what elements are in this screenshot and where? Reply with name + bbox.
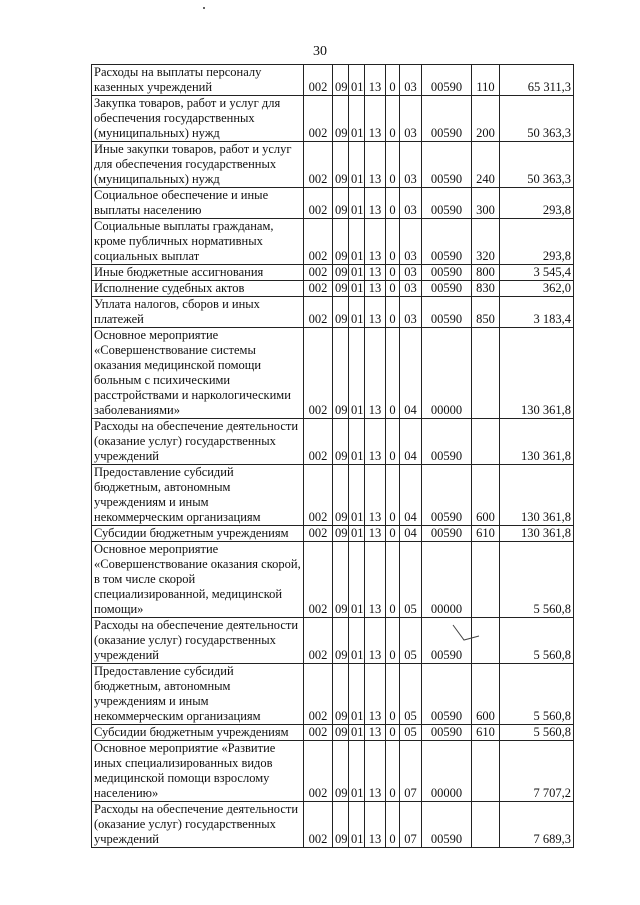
amount: 362,0: [500, 281, 574, 297]
ministry-code: 002: [304, 297, 333, 328]
expense-type-code: 110: [472, 65, 500, 96]
row-name: Основное мероприятие «Совершенствование оказания скорой, в том числе скорой специализированной, медицинской помощи»: [92, 542, 304, 618]
program-code: 13: [365, 297, 386, 328]
subsection-code: 01: [349, 265, 365, 281]
section-code: 09: [333, 419, 349, 465]
section-code: 09: [333, 142, 349, 188]
program-code: 13: [365, 618, 386, 664]
direction-code: 00590: [422, 526, 472, 542]
event-code: 04: [400, 419, 422, 465]
row-name: Расходы на обеспечение деятельности (оказание услуг) государственных учреждений: [92, 802, 304, 848]
subprogram-code: 0: [386, 618, 400, 664]
table-row: [92, 142, 574, 188]
subsection-code: 01: [349, 188, 365, 219]
amount: 5 560,8: [500, 618, 574, 664]
event-code: 07: [400, 741, 422, 802]
table-row: [92, 297, 574, 328]
amount: 5 560,8: [500, 725, 574, 741]
amount: 293,8: [500, 219, 574, 265]
subprogram-code: 0: [386, 142, 400, 188]
ministry-code: 002: [304, 265, 333, 281]
amount: 5 560,8: [500, 542, 574, 618]
amount: 50 363,3: [500, 142, 574, 188]
amount: 3 183,4: [500, 297, 574, 328]
ministry-code: 002: [304, 65, 333, 96]
subprogram-code: 0: [386, 419, 400, 465]
subsection-code: 01: [349, 281, 365, 297]
ministry-code: 002: [304, 142, 333, 188]
subprogram-code: 0: [386, 219, 400, 265]
amount: 3 545,4: [500, 265, 574, 281]
direction-code: 00590: [422, 664, 472, 725]
amount: 50 363,3: [500, 96, 574, 142]
row-name: Закупка товаров, работ и услуг для обеспечения государственных (муниципальных) нужд: [92, 96, 304, 142]
subprogram-code: 0: [386, 297, 400, 328]
amount: 130 361,8: [500, 419, 574, 465]
direction-code: 00590: [422, 281, 472, 297]
subsection-code: 01: [349, 542, 365, 618]
expense-type-code: 850: [472, 297, 500, 328]
table-row: [92, 328, 574, 419]
direction-code: 00000: [422, 741, 472, 802]
ministry-code: 002: [304, 664, 333, 725]
table-row: [92, 725, 574, 741]
program-code: 13: [365, 725, 386, 741]
subprogram-code: 0: [386, 664, 400, 725]
expense-type-code: 800: [472, 265, 500, 281]
subprogram-code: 0: [386, 65, 400, 96]
expense-type-code: [472, 618, 500, 664]
table-row: [92, 219, 574, 265]
subprogram-code: 0: [386, 802, 400, 848]
subsection-code: 01: [349, 65, 365, 96]
amount: 293,8: [500, 188, 574, 219]
direction-code: 00590: [422, 188, 472, 219]
event-code: 03: [400, 142, 422, 188]
section-code: 09: [333, 526, 349, 542]
section-code: 09: [333, 219, 349, 265]
event-code: 03: [400, 65, 422, 96]
event-code: 04: [400, 526, 422, 542]
ministry-code: 002: [304, 328, 333, 419]
amount: 130 361,8: [500, 328, 574, 419]
row-name: Социальное обеспечение и иные выплаты населению: [92, 188, 304, 219]
section-code: 09: [333, 297, 349, 328]
expense-type-code: 200: [472, 96, 500, 142]
program-code: 13: [365, 188, 386, 219]
ministry-code: 002: [304, 465, 333, 526]
subsection-code: 01: [349, 142, 365, 188]
direction-code: 00000: [422, 542, 472, 618]
amount: 5 560,8: [500, 664, 574, 725]
event-code: 03: [400, 188, 422, 219]
program-code: 13: [365, 219, 386, 265]
subprogram-code: 0: [386, 96, 400, 142]
subsection-code: 01: [349, 297, 365, 328]
section-code: 09: [333, 542, 349, 618]
ministry-code: 002: [304, 725, 333, 741]
table-row: [92, 542, 574, 618]
subsection-code: 01: [349, 526, 365, 542]
subsection-code: 01: [349, 465, 365, 526]
row-name: Субсидии бюджетным учреждениям: [92, 725, 304, 741]
direction-code: 00590: [422, 465, 472, 526]
subprogram-code: 0: [386, 542, 400, 618]
subsection-code: 01: [349, 741, 365, 802]
program-code: 13: [365, 741, 386, 802]
direction-code: 00000: [422, 328, 472, 419]
section-code: 09: [333, 664, 349, 725]
event-code: 05: [400, 542, 422, 618]
section-code: 09: [333, 465, 349, 526]
section-code: 09: [333, 328, 349, 419]
table-row: [92, 802, 574, 848]
event-code: 03: [400, 219, 422, 265]
amount: 65 311,3: [500, 65, 574, 96]
subsection-code: 01: [349, 96, 365, 142]
row-name: Иные бюджетные ассигнования: [92, 265, 304, 281]
subsection-code: 01: [349, 664, 365, 725]
subsection-code: 01: [349, 219, 365, 265]
program-code: 13: [365, 142, 386, 188]
direction-code: 00590: [422, 142, 472, 188]
row-name: Основное мероприятие «Развитие иных специализированных видов медицинской помощи взрослому населению»: [92, 741, 304, 802]
section-code: 09: [333, 618, 349, 664]
expense-type-code: 830: [472, 281, 500, 297]
direction-code: 00590: [422, 618, 472, 664]
expense-type-code: 600: [472, 465, 500, 526]
program-code: 13: [365, 96, 386, 142]
section-code: 09: [333, 802, 349, 848]
subprogram-code: 0: [386, 741, 400, 802]
program-code: 13: [365, 526, 386, 542]
event-code: 03: [400, 281, 422, 297]
table-row: [92, 465, 574, 526]
subprogram-code: 0: [386, 188, 400, 219]
expense-type-code: 610: [472, 526, 500, 542]
amount: 130 361,8: [500, 465, 574, 526]
table-row: [92, 419, 574, 465]
table-row: [92, 281, 574, 297]
direction-code: 00590: [422, 65, 472, 96]
event-code: 05: [400, 664, 422, 725]
row-name: Субсидии бюджетным учреждениям: [92, 526, 304, 542]
section-code: 09: [333, 725, 349, 741]
direction-code: 00590: [422, 219, 472, 265]
program-code: 13: [365, 265, 386, 281]
row-name: Расходы на выплаты персоналу казенных учреждений: [92, 65, 304, 96]
subprogram-code: 0: [386, 526, 400, 542]
section-code: 09: [333, 96, 349, 142]
row-name: Уплата налогов, сборов и иных платежей: [92, 297, 304, 328]
subprogram-code: 0: [386, 328, 400, 419]
row-name: Исполнение судебных актов: [92, 281, 304, 297]
budget-table: [91, 64, 574, 848]
expense-type-code: 320: [472, 219, 500, 265]
row-name: Социальные выплаты гражданам, кроме публичных нормативных социальных выплат: [92, 219, 304, 265]
subsection-code: 01: [349, 725, 365, 741]
expense-type-code: [472, 419, 500, 465]
ministry-code: 002: [304, 526, 333, 542]
subsection-code: 01: [349, 419, 365, 465]
table-row: [92, 188, 574, 219]
table-row: [92, 65, 574, 96]
section-code: 09: [333, 188, 349, 219]
section-code: 09: [333, 281, 349, 297]
section-code: 09: [333, 741, 349, 802]
program-code: 13: [365, 419, 386, 465]
row-name: Предоставление субсидий бюджетным, автономным учреждениям и иным некоммерческим организациям: [92, 465, 304, 526]
scan-speck: [203, 7, 205, 9]
ministry-code: 002: [304, 96, 333, 142]
subsection-code: 01: [349, 802, 365, 848]
row-name: Предоставление субсидий бюджетным, автономным учреждениям и иным некоммерческим организациям: [92, 664, 304, 725]
direction-code: 00590: [422, 265, 472, 281]
expense-type-code: 300: [472, 188, 500, 219]
amount: 7 707,2: [500, 741, 574, 802]
direction-code: 00590: [422, 725, 472, 741]
section-code: 09: [333, 265, 349, 281]
expense-type-code: 610: [472, 725, 500, 741]
expense-type-code: 600: [472, 664, 500, 725]
direction-code: 00590: [422, 297, 472, 328]
row-name: Расходы на обеспечение деятельности (оказание услуг) государственных учреждений: [92, 419, 304, 465]
expense-type-code: [472, 328, 500, 419]
amount: 7 689,3: [500, 802, 574, 848]
expense-type-code: [472, 741, 500, 802]
amount: 130 361,8: [500, 526, 574, 542]
event-code: 04: [400, 465, 422, 526]
ministry-code: 002: [304, 618, 333, 664]
page-number: 30: [313, 44, 327, 59]
ministry-code: 002: [304, 542, 333, 618]
event-code: 03: [400, 96, 422, 142]
subprogram-code: 0: [386, 281, 400, 297]
subprogram-code: 0: [386, 265, 400, 281]
table-row: [92, 96, 574, 142]
program-code: 13: [365, 465, 386, 526]
ministry-code: 002: [304, 219, 333, 265]
expense-type-code: [472, 542, 500, 618]
event-code: 05: [400, 725, 422, 741]
table-row: [92, 664, 574, 725]
table-row: [92, 526, 574, 542]
subprogram-code: 0: [386, 465, 400, 526]
row-name: Расходы на обеспечение деятельности (оказание услуг) государственных учреждений: [92, 618, 304, 664]
direction-code: 00590: [422, 802, 472, 848]
program-code: 13: [365, 65, 386, 96]
program-code: 13: [365, 328, 386, 419]
table-row: [92, 265, 574, 281]
program-code: 13: [365, 542, 386, 618]
subprogram-code: 0: [386, 725, 400, 741]
program-code: 13: [365, 281, 386, 297]
ministry-code: 002: [304, 188, 333, 219]
subsection-code: 01: [349, 618, 365, 664]
event-code: 03: [400, 297, 422, 328]
ministry-code: 002: [304, 419, 333, 465]
row-name: Основное мероприятие «Совершенствование системы оказания медицинской помощи больным с психическими расстройствами и наркологическими заболеваниями»: [92, 328, 304, 419]
table-row: [92, 618, 574, 664]
event-code: 05: [400, 618, 422, 664]
ministry-code: 002: [304, 281, 333, 297]
table-row: [92, 741, 574, 802]
ministry-code: 002: [304, 802, 333, 848]
expense-type-code: 240: [472, 142, 500, 188]
event-code: 07: [400, 802, 422, 848]
row-name: Иные закупки товаров, работ и услуг для обеспечения государственных (муниципальных) нужд: [92, 142, 304, 188]
expense-type-code: [472, 802, 500, 848]
direction-code: 00590: [422, 419, 472, 465]
program-code: 13: [365, 802, 386, 848]
subsection-code: 01: [349, 328, 365, 419]
section-code: 09: [333, 65, 349, 96]
event-code: 04: [400, 328, 422, 419]
ministry-code: 002: [304, 741, 333, 802]
program-code: 13: [365, 664, 386, 725]
event-code: 03: [400, 265, 422, 281]
direction-code: 00590: [422, 96, 472, 142]
